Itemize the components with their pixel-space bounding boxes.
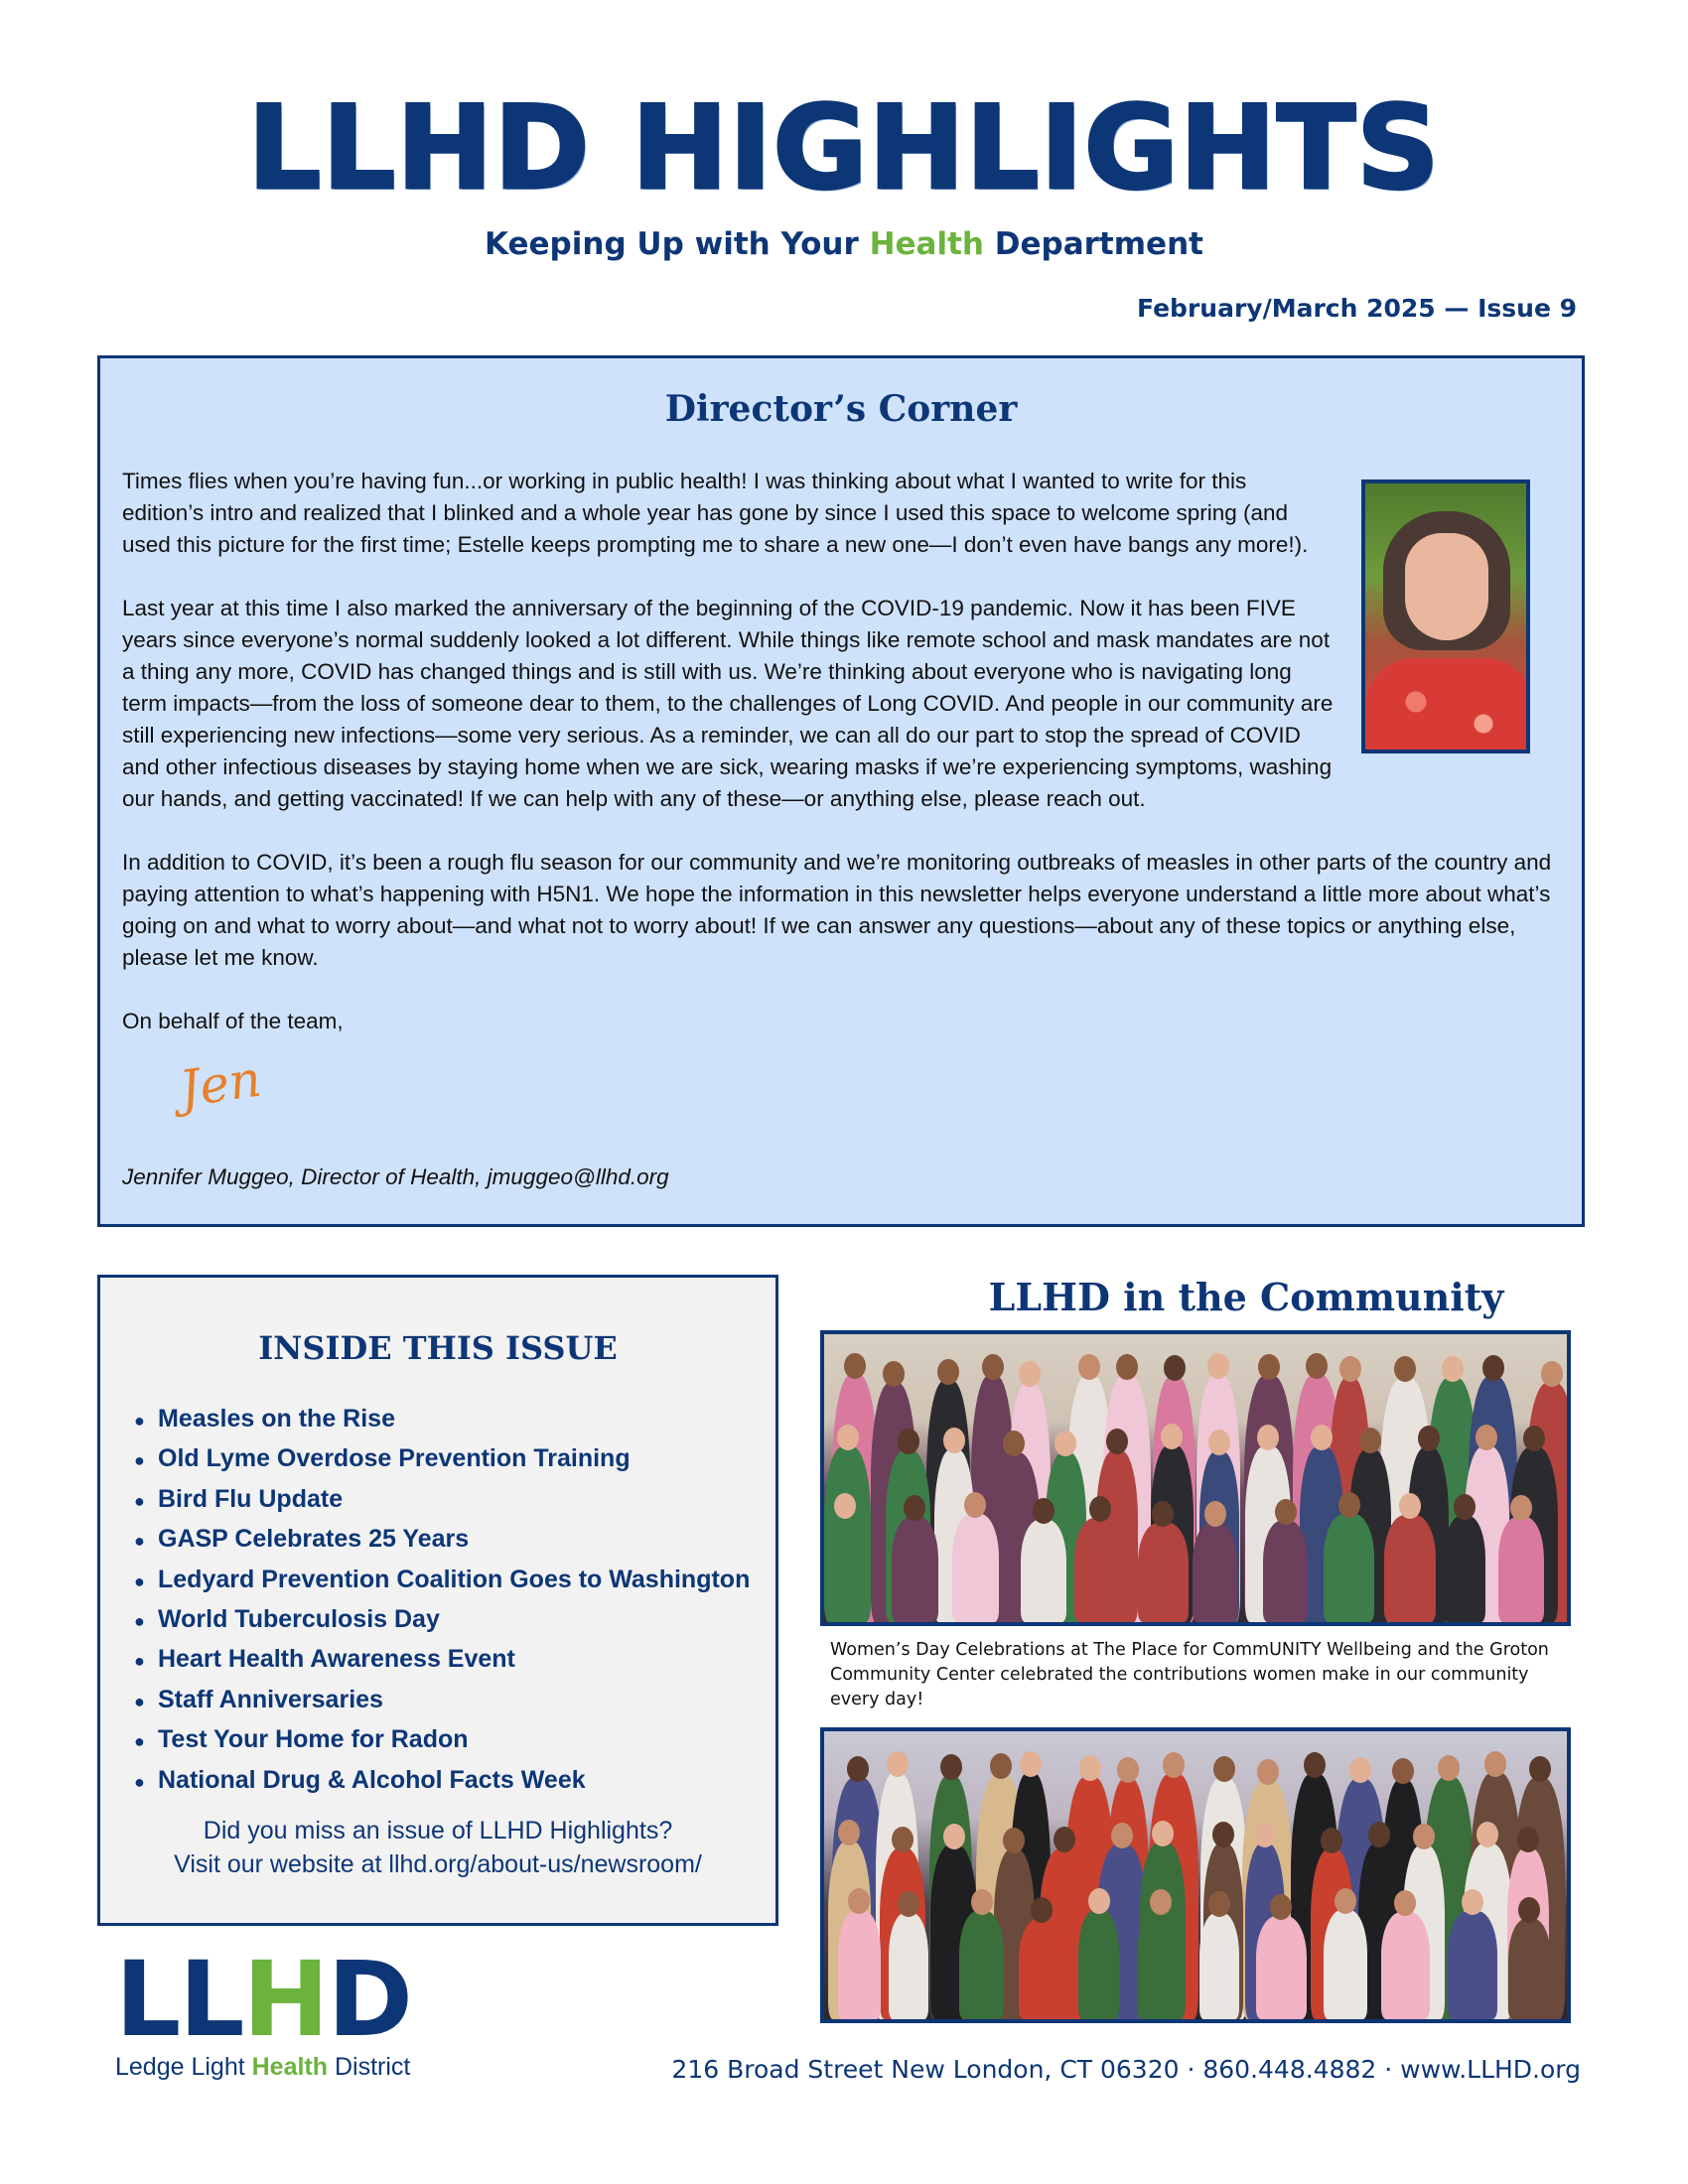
newsroom-link[interactable]: Visit our website at llhd.org/about-us/newsroom/ (174, 1850, 702, 1878)
bullet-icon: ● (134, 1570, 145, 1591)
bullet-icon: ● (134, 1490, 145, 1511)
llhd-logo (115, 1939, 453, 2101)
director-credit: Jennifer Muggeo, Director of Health, jmuggeo@llhd.org (122, 1164, 669, 1189)
list-item: ● Bird Flu Update (134, 1479, 750, 1519)
director-paragraph-1: Times flies when you’re having fun...or working in public health! I was thinking about what I wanted to write for this edition’s intro and realized that I blinked and a whole year has gone by since I used this space to welcome spring (and used this picture for the first time; Estelle keeps prompting me to share a new one—I don’t even have bangs any more!). (122, 469, 1309, 557)
bullet-icon: ● (134, 1610, 145, 1631)
newsletter-title: LLHD HIGHLIGHTS (247, 81, 1441, 215)
directors-corner-body (122, 466, 1552, 1069)
director-signature: Jen (176, 1049, 265, 1119)
newsroom-note-line-1: Did you miss an issue of LLHD Highlights? (203, 1817, 673, 1844)
community-photo-caption: Women’s Day Celebrations at The Place for CommUNITY Wellbeing and the Groton Community Center celebrated the contributions women make in our community every day! (830, 1640, 1549, 1709)
logo-name: Ledge Light Health District (115, 2053, 411, 2081)
logo-mark: LLHD (115, 1939, 411, 2060)
bullet-icon: ● (134, 1450, 145, 1471)
subtitle-post: Department (983, 226, 1203, 262)
community-group-photo-1 (820, 1330, 1571, 1626)
inside-this-issue-title: INSIDE THIS ISSUE (258, 1329, 618, 1367)
director-paragraph-2: Last year at this time I also marked the anniversary of the beginning of the COVID-19 pandemic. Now it has been FIVE years since everyone’s normal suddenly looked a lot different. While things like remote school and mask mandates are not a thing any more, COVID has changed things and is still with us. We’re thinking about everyone who is navigating long term impacts—from the loss of someone dear to them, to the challenges of Long COVID. And people in our community are still experiencing new infections—some very serious. As a reminder, we can all do our part to stop the spread of COVID and other infectious diseases by staying home when we are sick, wearing masks if we’re experiencing symptoms, washing our hands, and getting vaccinated! If we can help with any of these—or anything else, please reach out. (122, 596, 1334, 811)
list-item: ● Old Lyme Overdose Prevention Training (134, 1438, 750, 1478)
bullet-icon: ● (134, 1531, 145, 1552)
issue-info: February/March 2025 — Issue 9 (1137, 294, 1577, 323)
list-item: ● GASP Celebrates 25 Years (134, 1519, 750, 1559)
director-paragraph-3: In addition to COVID, it’s been a rough flu season for our community and we’re monitoring outbreaks of measles in other parts of the country and paying attention to what’s happening with H5N1. We hope the information in this newsletter helps everyone understand a little more about what’s going on and what to worry about—and what not to worry about! If we can answer any questions—about any of these topics or anything else, please let me know. (122, 850, 1552, 970)
inside-this-issue (97, 1275, 778, 1926)
community-section-title: LLHD in the Community (988, 1275, 1504, 1319)
directors-corner-title: Director’s Corner (664, 388, 1018, 430)
bullet-icon: ● (134, 1411, 145, 1431)
subtitle-health: Health (869, 226, 984, 262)
directors-corner (97, 355, 1585, 1227)
director-closing: On behalf of the team, (122, 1009, 344, 1033)
bullet-icon: ● (134, 1731, 145, 1752)
community-group-photo-2 (820, 1727, 1571, 2023)
list-item: ● World Tuberculosis Day (134, 1599, 750, 1639)
list-item: ● Ledyard Prevention Coalition Goes to Washington (134, 1560, 750, 1599)
footer-contact: 216 Broad Street New London, CT 06320 · 860.448.4882 · www.LLHD.org (671, 2055, 1581, 2084)
list-item: ● Test Your Home for Radon (134, 1719, 750, 1759)
subtitle-pre: Keeping Up with Your (485, 226, 870, 262)
list-item: ● National Drug & Alcohol Facts Week (134, 1760, 750, 1800)
list-item: ● Staff Anniversaries (134, 1680, 750, 1719)
bullet-icon: ● (134, 1651, 145, 1672)
list-item: ● Measles on the Rise (134, 1399, 750, 1438)
bullet-icon: ● (134, 1771, 145, 1792)
newsletter-subtitle (0, 226, 1688, 262)
issue-topics-list (134, 1399, 750, 1800)
newsroom-note (100, 1814, 775, 1881)
list-item: ● Heart Health Awareness Event (134, 1639, 750, 1679)
bullet-icon: ● (134, 1691, 145, 1711)
